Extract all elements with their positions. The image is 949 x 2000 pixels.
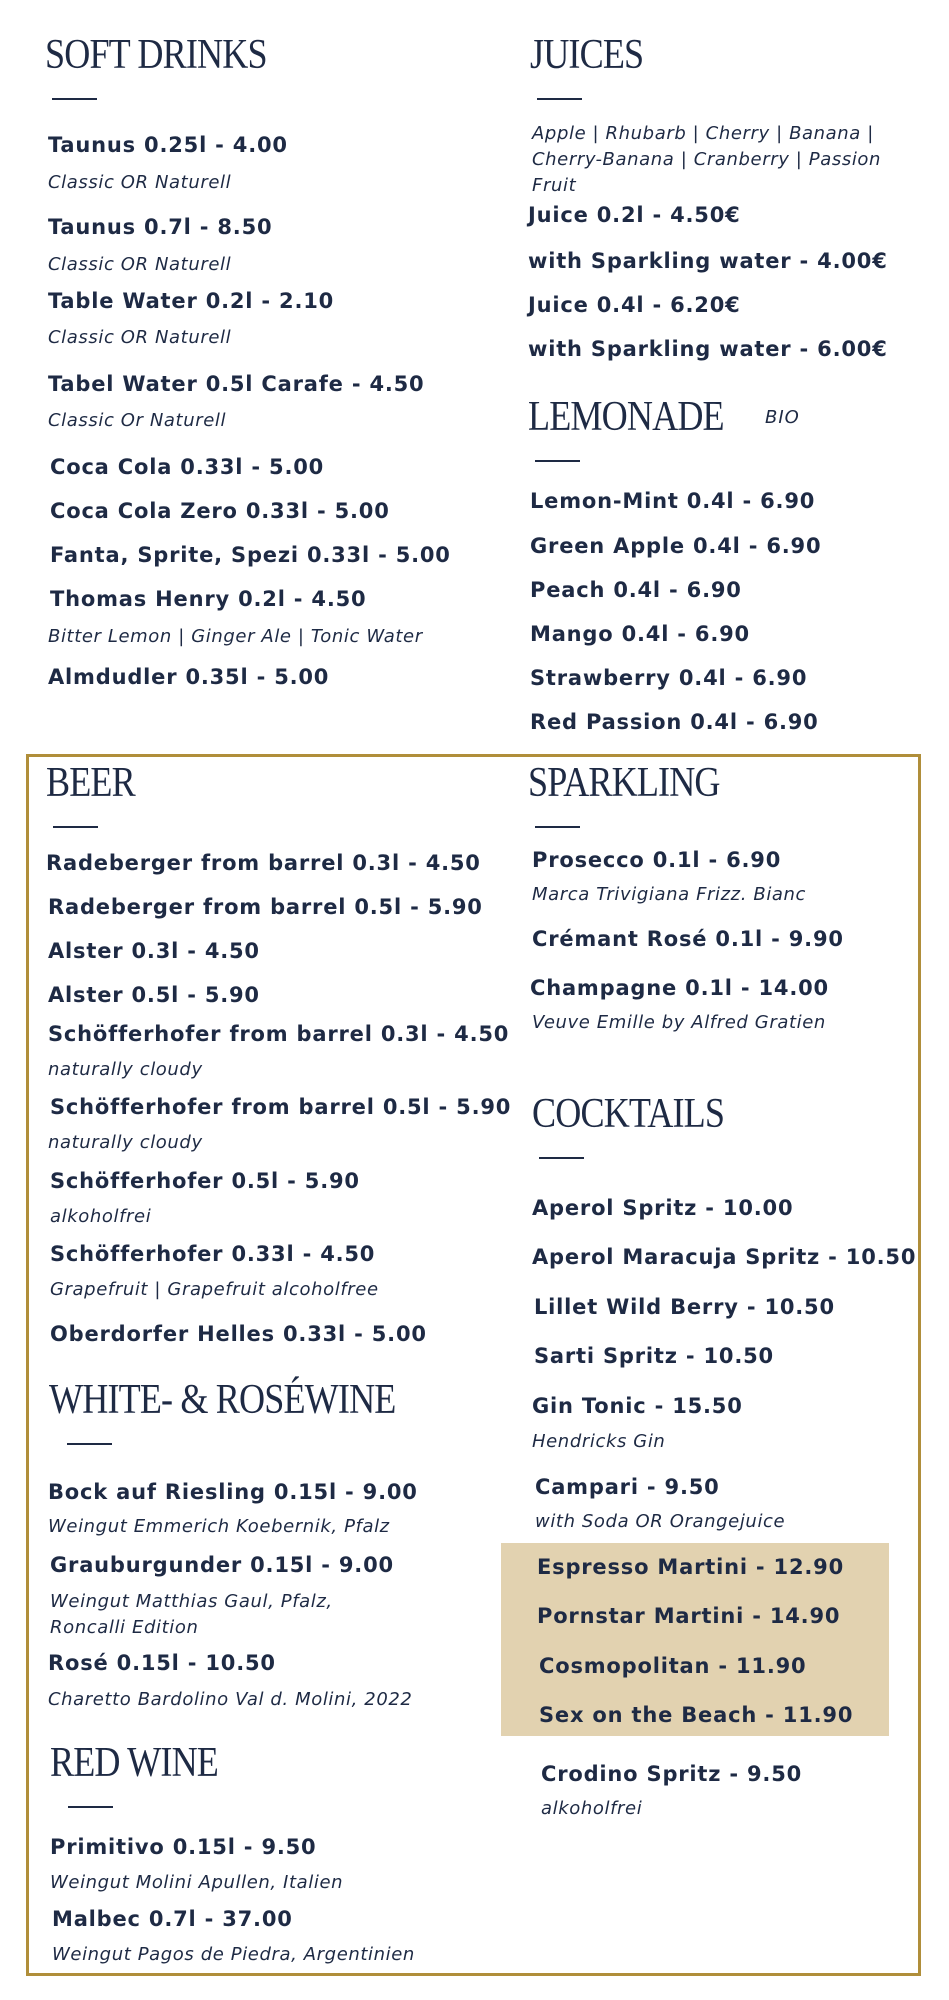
menu-item-note: Hendricks Gin xyxy=(532,1431,666,1452)
menu-item-note: Classic OR Naturell xyxy=(48,327,232,348)
menu-item: Peach 0.4l - 6.90 xyxy=(530,578,742,602)
menu-item: Radeberger from barrel 0.5l - 5.90 xyxy=(48,895,483,919)
juices-rule xyxy=(537,98,582,100)
menu-item-note: alkoholfrei xyxy=(541,1798,643,1819)
sparkling-heading-block xyxy=(528,762,751,828)
lemonade-title: LEMONADE xyxy=(528,394,724,440)
menu-item-note: Grapefruit | Grapefruit alcoholfree xyxy=(50,1279,379,1300)
menu-item: Juice 0.4l - 6.20€ xyxy=(528,293,741,317)
menu-item: Coca Cola Zero 0.33l - 5.00 xyxy=(50,499,390,523)
menu-item: Crodino Spritz - 9.50 xyxy=(541,1762,803,1786)
menu-item: Lillet Wild Berry - 10.50 xyxy=(534,1295,835,1319)
menu-item: Sarti Spritz - 10.50 xyxy=(534,1344,774,1368)
soft-drinks-title: SOFT DRINKS xyxy=(45,32,267,78)
menu-item: Lemon-Mint 0.4l - 6.90 xyxy=(530,489,816,513)
menu-item: Almdudler 0.35l - 5.00 xyxy=(48,665,330,689)
menu-item: Strawberry 0.4l - 6.90 xyxy=(530,666,808,690)
menu-item-note: Classic OR Naturell xyxy=(48,254,232,275)
beer-title: BEER xyxy=(46,760,135,806)
menu-item: with Sparkling water - 4.00€ xyxy=(528,249,888,273)
menu-item: Grauburgunder 0.15l - 9.00 xyxy=(50,1553,394,1577)
menu-item: with Sparkling water - 6.00€ xyxy=(528,337,888,361)
menu-item-note: Veuve Emille by Alfred Gratien xyxy=(532,1012,826,1033)
menu-item: Crémant Rosé 0.1l - 9.90 xyxy=(532,927,844,951)
menu-item: Red Passion 0.4l - 6.90 xyxy=(530,710,819,734)
menu-item: Schöfferhofer 0.5l - 5.90 xyxy=(50,1169,360,1193)
white-rose-rule xyxy=(67,1443,112,1445)
soft-drinks-heading-block xyxy=(45,34,303,100)
red-wine-title: RED WINE xyxy=(50,1740,219,1786)
juices-title: JUICES xyxy=(530,32,644,78)
lemonade-heading-block xyxy=(528,396,756,462)
menu-item-note: Weingut Emmerich Koebernik, Pfalz xyxy=(48,1516,390,1537)
menu-item: Sex on the Beach - 11.90 xyxy=(539,1703,854,1727)
menu-item: Alster 0.5l - 5.90 xyxy=(48,983,260,1007)
menu-item: Fanta, Sprite, Spezi 0.33l - 5.00 xyxy=(50,543,451,567)
menu-item: Juice 0.2l - 4.50€ xyxy=(528,203,741,227)
menu-item: Pornstar Martini - 14.90 xyxy=(537,1604,841,1628)
cocktails-title: COCKTAILS xyxy=(532,1091,725,1137)
menu-item: Champagne 0.1l - 14.00 xyxy=(530,976,829,1000)
menu-item: Green Apple 0.4l - 6.90 xyxy=(530,534,822,558)
beer-heading-block xyxy=(46,762,149,828)
menu-item-note: Weingut Molini Apullen, Italien xyxy=(50,1872,344,1893)
menu-item: Espresso Martini - 12.90 xyxy=(537,1555,844,1579)
menu-item: Taunus 0.25l - 4.00 xyxy=(48,133,288,157)
juices-heading-block xyxy=(530,34,662,100)
menu-item: Radeberger from barrel 0.3l - 4.50 xyxy=(46,851,481,875)
red-wine-heading-block xyxy=(50,1742,245,1808)
menu-item: Mango 0.4l - 6.90 xyxy=(530,622,750,646)
menu-item: Oberdorfer Helles 0.33l - 5.00 xyxy=(50,1322,427,1346)
soft-drinks-rule xyxy=(52,98,97,100)
white-rose-title: WHITE- & ROSÉWINE xyxy=(49,1377,396,1423)
bio-tag: BIO xyxy=(765,407,800,428)
menu-item: Taunus 0.7l - 8.50 xyxy=(48,215,273,239)
menu-item-note: Weingut Pagos de Piedra, Argentinien xyxy=(52,1944,415,1965)
menu-item: Schöfferhofer from barrel 0.5l - 5.90 xyxy=(50,1095,512,1119)
red-wine-rule xyxy=(68,1806,113,1808)
beer-rule xyxy=(53,826,98,828)
menu-item: Malbec 0.7l - 37.00 xyxy=(52,1907,293,1931)
menu-item-note: Bitter Lemon | Ginger Ale | Tonic Water xyxy=(48,626,423,647)
menu-item-note: with Soda OR Orangejuice xyxy=(535,1511,786,1532)
menu-item: Primitivo 0.15l - 9.50 xyxy=(50,1835,317,1859)
white-rose-heading-block xyxy=(49,1379,452,1445)
menu-item: Alster 0.3l - 4.50 xyxy=(48,939,260,963)
juice-flavors: Apple | Rhubarb | Cherry | Banana | Cherry-Banana | Cranberry | Passion Fruit xyxy=(532,123,882,196)
menu-item-note: alkoholfrei xyxy=(50,1206,152,1227)
menu-item-note: Weingut Matthias Gaul, Pfalz, Roncalli Edition xyxy=(50,1591,333,1638)
menu-item: Aperol Maracuja Spritz - 10.50 xyxy=(532,1245,917,1269)
lemonade-rule xyxy=(535,460,580,462)
sparkling-title: SPARKLING xyxy=(528,760,720,806)
cocktails-rule xyxy=(539,1157,584,1159)
menu-item: Thomas Henry 0.2l - 4.50 xyxy=(50,587,367,611)
menu-item: Gin Tonic - 15.50 xyxy=(532,1394,743,1418)
menu-item-note: Marca Trivigiana Frizz. Bianc xyxy=(532,884,807,905)
menu-item: Table Water 0.2l - 2.10 xyxy=(48,289,335,313)
menu-item: Rosé 0.15l - 10.50 xyxy=(48,1651,276,1675)
menu-item: Tabel Water 0.5l Carafe - 4.50 xyxy=(48,372,425,396)
menu-item: Campari - 9.50 xyxy=(535,1475,720,1499)
menu-item-note: naturally cloudy xyxy=(48,1132,203,1153)
menu-item: Schöfferhofer from barrel 0.3l - 4.50 xyxy=(48,1022,510,1046)
menu-item-note: naturally cloudy xyxy=(48,1059,203,1080)
sparkling-rule xyxy=(535,826,580,828)
menu-item-note: Classic Or Naturell xyxy=(48,410,227,431)
menu-item: Schöfferhofer 0.33l - 4.50 xyxy=(50,1242,376,1266)
cocktails-heading-block xyxy=(532,1093,755,1159)
menu-item-note: Classic OR Naturell xyxy=(48,172,232,193)
menu-item: Cosmopolitan - 11.90 xyxy=(539,1654,807,1678)
menu-item: Coca Cola 0.33l - 5.00 xyxy=(50,455,325,479)
menu-item-note: Charetto Bardolino Val d. Molini, 2022 xyxy=(48,1689,413,1710)
menu-item: Bock auf Riesling 0.15l - 9.00 xyxy=(48,1480,418,1504)
menu-item: Prosecco 0.1l - 6.90 xyxy=(532,848,782,872)
menu-item: Aperol Spritz - 10.00 xyxy=(532,1196,794,1220)
